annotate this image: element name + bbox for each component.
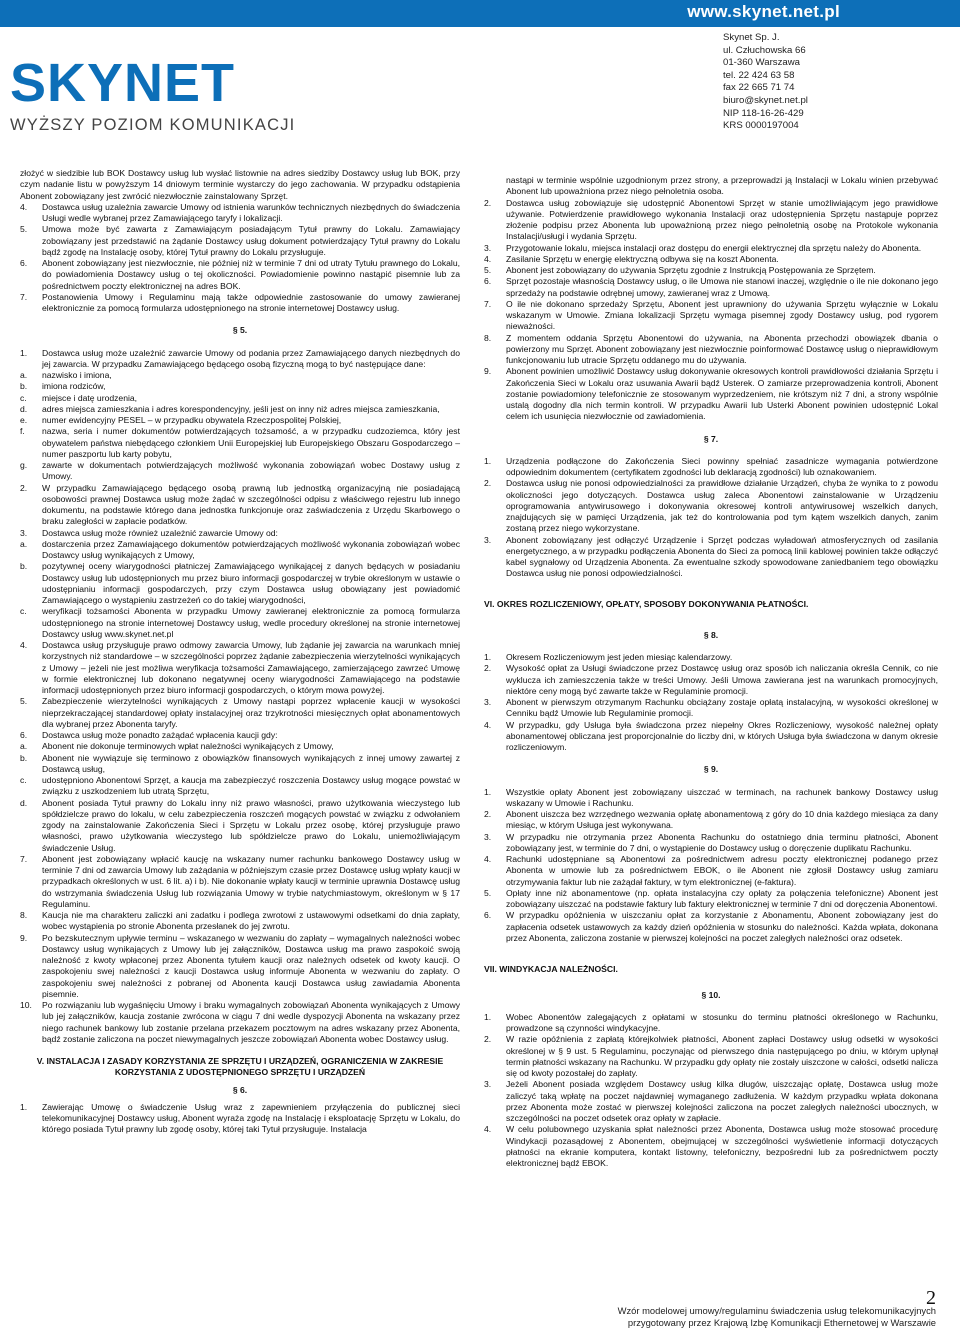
company-line: fax 22 665 71 74 [723,82,795,94]
item-number: 3. [484,242,492,253]
item-number: 4. [20,201,28,212]
section-5-item-3 [20,528,460,539]
item-number: 1. [20,347,28,358]
item-text: Dostawca usług uzależnia zawarcie Umowy od istnienia warunków technicznych niezbędnych do świadczenia Usługi wedle wybranej przez Zamawiającego taryfy i lokalizacji. [42,201,460,223]
item-text: miejsce i datę urodzenia, [42,392,138,403]
item-text: Po rozwiązaniu lub wygaśnięciu Umowy i braku wymagalnych zobowiązań Abonenta wynikających z Umowy lub jej załączników, kaucja zostanie zwrócona w ciągu 7 dni wedle dyspozycji Abonenta na wskazany przez niego rachunek bankowy lub zostanie przelana przekazem pocztowym na adres wskazany przez Abonenta, bądź zostanie zaliczona na poczet niewymagalnych jeszcze zobowiązań Abonenta wobec Dostawcy usług. [42,1000,460,1044]
section-7-list [484,456,938,580]
item-number: d. [20,403,28,414]
item-number: c. [20,392,27,403]
item-number: 2. [484,197,492,208]
list-item [484,910,938,944]
item-number: 5. [484,887,492,898]
item-number: f. [20,426,25,437]
list-item [484,198,938,243]
item-text: W przypadku opóźnienia w uiszczaniu opłat za korzystanie z Abonamentu, Abonent zobowiązany jest do zapłacenia odsetek ustawowych za każdy dzień opóźnienia w stosunku do należności. Każda wpłata, dokonana przez Abonenta, zaliczona zostanie w pierwszej kolejności na poczet zaległych należności oraz odsetek. [506,910,938,943]
section-heading: § 5. [232,325,248,336]
item-number: 3. [20,527,28,538]
item-number: 2. [20,482,28,493]
item-text: Urządzenia podłączone do Zakończenia Sieci powinny spełniać zasadnicze wymagania potwierdzone odpowiednim dokumentem (certyfikatem zgodności lub deklaracją zgodności) lub oznakowaniem. [506,455,938,477]
item-text: nazwisko i imiona, [42,370,112,380]
section-title: VII. WINDYKACJA NALEŻNOŚCI. [484,963,618,974]
list-item [20,528,460,539]
list-item [20,381,460,392]
item-number: 5. [20,224,28,235]
item-number: 6. [20,258,28,268]
list-item [20,854,460,910]
item-number: 3. [484,534,492,545]
item-number: 4. [20,640,28,650]
item-text: Abonent nie dokonuje terminowych wpłat należności wynikających z Umowy, [42,741,334,752]
footer [618,1305,936,1328]
section-6-item-1 [20,1102,460,1136]
list-item [484,888,938,911]
item-text: Zasilanie Sprzętu w energię elektryczną odbywa się na koszt Abonenta. [506,253,779,264]
item-text: Wobec Abonentów zalegających z opłatami w stosunku do terminu płatności określonego w Rachunku, prowadzone są czynności windykacyjne. [506,1011,938,1034]
item-number: 2. [484,1034,492,1045]
top-banner [0,0,960,27]
item-text: Abonent jest zobowiązany wpłacić kaucję na wskazany numer rachunku bankowego Dostawcy usług w terminie 7 dni od zawarcia Umowy lub zażądania w późniejszym czasie przez Dostawcę usług wpłaty kaucji w przypadkach określonych w ust. 6 lit. a) i b). Nie dokonanie wpłaty kaucji w terminie uprawnia Dostawcę usług do wstrzymania świadczenia Usług lub rozwiązania Umowy w trybie natychmiastowym, określonym w § 17 Regulaminu. [42,853,460,909]
skynet-logo [10,53,296,135]
item-text: Okresem Rozliczeniowym jest jeden miesiąc kalendarzowy. [506,652,733,663]
item-text: Dostawca usług przysługuje prawo odmowy zawarcia Umowy, lub żądanie jej zawarcia na warunkach mniej korzystnych niż standardowe – w szczególności poprzez żądanie zabezpieczenia wierzytelności wynikających z Umowy – jeżeli nie jest możliwa weryfikacja tożsamości Zamawiającego, zamierzającego zawrzeć Umowę w formie elektronicznej lub dokonano negatywnej oceny wiarygodności Zamawiającego na podstawie informacji udostępnionych przez biuro informacji gospodarczych, o którym mowa powyżej. [42,640,460,695]
item-number: 1. [484,652,492,663]
list-item [20,202,460,225]
item-number: 2. [484,809,492,820]
item-number: 6. [484,276,492,287]
section-5-list [20,640,460,741]
item-text: Abonent jest zobowiązany do używania Sprzętu zgodnie z Instrukcją Postępowania ze Sprzętem. [506,265,876,275]
item-number: 5. [20,696,28,707]
item-text: dostarczenia przez Zamawiającego dokumentów potwierdzających możliwość wykonania zobowiązań wobec Dostawcy usług wynikających z Umowy, [42,538,460,560]
section-5-6-sublist [20,741,460,854]
item-text: W przypadku Zamawiającego będącego osobą prawną lub jednostką organizacyjną nie posiadającą osobowości prawnej Dostawca usług może żądać w szczególności odpisu z właściwego rejestru lub innego dokumentu, na podstawie którego dana jednostka funkcjonuje oraz zaświadczenia z Urzędu Skarbowego o braku zaległości w zapłacie podatków. [42,482,460,527]
section-5-item-1 [20,348,460,371]
item-text: Zabezpieczenie wierzytelności wynikających z Umowy nastąpi poprzez wpłacenie kaucji w wysokości nieprzekraczającej standardowej opłaty instalacyjnej oraz trzykrotności miesięcznych opłat abonamentowych dla wybranej przez Abonenta taryfy. [42,696,460,729]
item-number: 2. [484,663,492,674]
item-number: 8. [20,910,28,920]
list-item [484,832,938,855]
item-text: Dostawca usług nie ponosi odpowiedzialności za prawidłowe działanie Urządzeń, chyba że wynika to z powodu okoliczności jego dotyczących. Dostawca usług zaleca Abonentowi zainstalowanie w Urządzeniu oprogramowania antywirusowego i dokonywania okresowej kontroli antywirusowej wszelkich danych, znajdujących się w pamięci Urządzenia, jak też do kontrolowania pod tym kątem wszelkich danych, zanim zostaną przez niego wykorzystane. [506,478,938,534]
item-text: adres miejsca zamieszkania i adres korespondencyjny, jeśli jest on inny niż adres miejsca zamieszkania, [42,403,440,414]
list-item [20,753,460,776]
left-column [20,168,460,1136]
list-item [20,1000,460,1045]
item-number: c. [20,775,27,785]
item-number: 6. [484,910,492,921]
list-item [484,535,938,580]
item-text: O ile nie dokonano sprzedaży Sprzętu, Abonent jest uprawniony do używania Sprzętu wyłącznie w Lokalu wskazanym w Umowie. Zmiana lokalizacji Sprzętu wymaga pisemnej zgody Dostawcy usług, pod rygorem nieważności. [506,298,938,332]
list-item [484,697,938,720]
section-heading: § 9. [703,764,719,775]
section-heading: § 10. [701,989,721,1000]
item-text: W przypadku nie otrzymania przez Abonenta Rachunku do ostatniego dnia terminu płatności, Abonent zobowiązany jest, w terminie do 7 dni, o wystąpienie do Dostawcy usług o doręczenie duplikatu Rachunku. [506,831,938,853]
item-text: W celu polubownego uzyskania spłat należności przez Abonenta, Dostawca usług może stosować procedurę Windykacji pozasądowej z Abonentem, obejmującej w szczególności wyświetlenie informacji dotyczących płatności na ekranie komputera, kontakt listowny, telefoniczny, bezpośredni lub za pośrednictwem poczty elektronicznej bądź EBOK. [506,1124,938,1169]
item-text: Kaucja nie ma charakteru zaliczki ani zadatku i podlega zwrotowi z ustawowymi odsetkami do dnia zapłaty, wobec wystąpienia po stronie Abonenta przesłanek do jej zwrotu. [42,910,460,932]
item-number: 4. [484,719,492,730]
list-item [484,478,938,534]
item-text: Abonent zobowiązany jest niezwłocznie, nie później niż w terminie 7 dni od utraty Tytułu prawnego do Lokalu, do powiadomienia Dostawcy usług o tej okoliczności. Powiadomienie powinno nastąpić pisemnie lub za pośrednictwem poczty elektronicznej na adres BOK. [42,258,460,291]
list-item [484,854,938,888]
item-text: Abonent w pierwszym otrzymanym Rachunku obciążany zostaje opłatą instalacyjną, w wysokości określonej w Cenniku bądź Umowie lub Regulaminie promocji. [506,697,938,719]
item-text: Jeżeli Abonent posiada względem Dostawcy usług kilka długów, uiszczając opłatę, Dostawca usług może zaliczyć taką wpłatę na poczet najdawniej wymaganego zadłużenia. W każdym przypadku wpłata dokonana przez Abonenta może zostać w pierwszej kolejności zaliczona na poczet zaległych należności ubocznych, w szczególności na poczet odsetek oraz opłaty w zapłacie. [506,1079,938,1124]
list-item [20,483,460,528]
list-item [484,456,938,479]
company-info [723,32,808,133]
list-item [20,933,460,1001]
item-text: Rachunki udostępniane są Abonentowi za pośrednictwem adresu poczty elektronicznej podanego przez Abonenta w umowie lub za pośrednictwem EBOK, o ile Abonent nie zgłosił Dostawcy usług zamiaru otrzymywania faktur lub nie zażądał faktury, w tym elektronicznej (e-faktura). [506,854,938,887]
list-item [484,299,938,333]
list-item [484,663,938,697]
list-item [20,393,460,404]
list-item [484,1034,938,1079]
item-text: Abonent powinien umożliwić Dostawcy usług dokonywanie okresowych kontroli prawidłowości działania Sprzętu i Zakończenia Sieci w Lokalu oraz usuwania Awarii bądź Usterek. O zamiarze przeprowadzenia kontroli, Abonent zostanie powiadomiony telefonicznie ze stosowanym wyprzedzeniem, nie krótszym niż 7 dni, a strony wspólnie ustalą dogodny dla nich termin kontroli. W przypadku Awarii lub Usterki Abonent powinien udostępnić Lokal celem ich usunięcia niezwłocznie od zawiadomienia. [506,366,938,422]
logo-tagline: WYŻSZY POZIOM KOMUNIKACJI [10,116,296,134]
item-text: Wszystkie opłaty Abonent jest zobowiązany uiszczać w terminach, na rachunek bankowy Dostawcy usług wskazany w Umowie i Rachunku. [506,786,938,808]
item-number: a. [20,370,28,380]
list-item [20,798,460,854]
list-item [484,276,938,299]
item-number: 8. [484,332,492,343]
item-text: W razie opóźnienia z zapłatą którejkolwiek płatności, Abonent zapłaci Dostawcy usług odsetki w wysokości określonej w § 9 ust. 5 Regulaminu, poczynając od pierwszego dnia następującego po dniu, w którym upłynął termin płatności wskazany na Rachunku. W przypadku gdy opłaty nie zostały uiszczone w całości, odsetki nalicza się od kwoty pozostałej do zapłaty. [506,1034,938,1079]
list-item [20,640,460,696]
section-heading: § 6. [232,1084,248,1095]
section-10-list [484,1012,938,1170]
item-text: Dostawca usług może uzależnić zawarcie Umowy od podania przez Zamawiającego danych niezbędnych do jej zawarcia. W przypadku Zamawiającego będącego osobą fizyczną mogą to być następujące dane: [42,347,460,369]
item-number: 5. [484,265,492,275]
item-number: e. [20,415,28,425]
company-line: KRS 0000197004 [723,120,799,132]
item-text: Abonent nie wywiązuje się terminowo z obowiązków finansowych wynikających z innej umowy zawartej z Dostawcą usług, [42,752,460,774]
company-line: 01-360 Warszawa [723,57,800,69]
item-number: 9. [484,366,492,377]
item-text: Przygotowanie lokalu, miejsca instalacji oraz dostępu do energii elektrycznej dla sprzętu należy do Abonenta. [506,242,922,253]
paragraph [484,175,938,198]
item-text: weryfikacji tożsamości Abonenta w przypadku Umowy zawieranej elektronicznie za pomocą formularza udostępnionego na stronie internetowej Dostawcy usług, wedle procedury określonej na stronie internetowej Dostawcy usług www.skynet.net.pl [42,606,460,639]
list-item [484,1012,938,1035]
company-line: tel. 22 424 63 58 [723,69,795,81]
list-item [484,1124,938,1169]
item-number: 7. [20,291,28,302]
list-item [20,426,460,460]
section-title: VI. OKRES ROZLICZENIOWY, OPŁATY, SPOSOBY DOKONYWANIA PŁATNOŚCI. [484,599,809,610]
item-text: Abonent uiszcza bez wzrzędnego wezwania opłatę abonamentową z góry do 10 dnia każdego miesiąca za dany miesiąc, w którym Usługa jest wykonywana. [506,809,938,831]
list-item [484,243,938,254]
company-line: Skynet Sp. J. [723,32,780,43]
item-text: udostępniono Abonentowi Sprzęt, a kaucja ma zabezpieczyć roszczenia Dostawcy usług mogące powstać w związku z uszkodzeniem lub utratą Sprzętu, [42,775,460,797]
item-number: 9. [20,932,28,943]
list-item [20,730,460,741]
page-number: 2 [926,1287,936,1309]
item-text: Wysokość opłat za Usługi świadczone przez Dostawcę usług oraz sposób ich naliczania określa Cennik, co nie wyklucza ich zamieszczenia także w treści Umowy. Jeśli Umowa zawierana jest na warunkach promocyjnych, niektóre ceny mogą być zawarte także w Regulaminie promocji. [506,663,938,696]
section-heading: § 7. [703,433,719,444]
item-number: 4. [484,854,492,865]
item-number: b. [20,381,28,392]
list-item [484,720,938,754]
item-number: 6. [20,730,28,740]
list-item [20,292,460,315]
company-line: NIP 118-16-26-429 [723,107,804,119]
list-item [484,254,938,265]
logo-text: SKYNET [10,53,236,113]
paragraph: złożyć w siedzibie lub BOK Dostawcy usług lub wysłać listownie na adres siedziby Dostawcy usług lub BOK, przy czym nadanie listu w powyższym 14 dniowym terminie wystarczy do jego zachowania. W przypadku odstąpienia Abonent zobowiązany jest zwrócić niezwłocznie zainstalowany Sprzęt. [20,168,460,201]
item-number: 1. [20,1101,28,1112]
item-text: pozytywnej oceny wiarygodności płatniczej Zamawiającego wynikającej z danych będących w posiadaniu Dostawcy usług lub udostępnionych mu przez biuro informacji gospodarczej w trybie określonym w ustawie o udostępnianiu informacji gospodarczych, przy czym Dostawca usług obowiązany jest powiadomić Zamawiającego o wystąpieniu zastrzeżeń co do takiej wiarygodności, [42,561,460,605]
item-number: 3. [484,697,492,708]
list-item [20,606,460,640]
list-item [20,910,460,933]
section-5-1-sublist [20,370,460,483]
item-text: nazwa, seria i numer dokumentów potwierdzających tożsamość, a w przypadku cudzoziemca, który jest obywatelem państwa niebędącego członkiem Unii Europejskiej lub Europejskiego Obszaru Gospodarczego – numer paszportu lub karty pobytu, [42,426,460,459]
paragraph-text: nastąpi w terminie wspólnie uzgodnionym przez strony, a przeprowadzi ją Instalacji w Lokalu winien przebywać Abonent lub upoważniona przez niego pełnoletnia osoba. [506,175,938,197]
list-item [20,224,460,258]
list-item [484,652,938,663]
item-text: Sprzęt pozostaje własnością Dostawcy usług, o ile Umowa nie stanowi inaczej, względnie o ile nie dokonano jego sprzedaży na podstawie odrębnej umowy, zawieranej wraz z Umową. [506,276,938,298]
item-text: Umowa może być zawarta z Zamawiającym posiadającym Tytuł prawny do Lokalu. Zamawiający zobowiązany jest przedstawić na żądanie Dostawcy usług dokument potwierdzający Tytuł prawny do Lokalu bądź zgodę na Instalację osoby, której Tytuł prawny do Lokalu przysługuje. [42,224,460,257]
item-text: Opłaty inne niż abonamentowe (np. opłata instalacyjna czy opłaty za połączenia telefoniczne) Abonent jest zobowiązany uiszczać na podstawie faktury lub faktury elektronicznej w terminie 7 dni od doręczenia Abonentowi. [506,887,938,910]
item-number: 3. [484,831,492,842]
list-item [20,415,460,426]
list-item [20,775,460,798]
section-5-tail-list [20,854,460,1045]
item-number: 7. [20,853,28,864]
website-url[interactable]: www.skynet.net.pl [687,2,840,21]
item-number: 4. [484,253,492,264]
list-item [20,258,460,292]
item-number: 10. [20,1000,32,1010]
item-number: b. [20,752,28,763]
section-4-list [20,202,460,315]
footer-line: przygotowany przez Krajową Izbę Komunikacji Ethernetowej w Warszawie [627,1316,936,1328]
item-text: Po bezskutecznym upływie terminu – wskazanego w wezwaniu do zapłaty – wymagalnych należności wobec Dostawcy usług wynikających z Umowy lub jej załączników, Dostawca usług ma prawo zaspokoić swoją należność z kwoty wpłaconej przez Abonenta tytułem kaucji oraz należnych odsetek od kwoty kaucji. O zaspokojeniu swej należności z kaucji Dostawca usług informuje Abonenta w wezwaniu do zapłaty. O zaspokojeniu swej należności z pobranej od Abonenta kaucji Dostawca usług zawiadamia Abonenta pisemnie. [42,932,460,999]
item-text: Abonent posiada Tytuł prawny do Lokalu inny niż prawo własności, prawo użytkowania wieczystego lub spółdzielcze prawo do lokalu, w celu zabezpieczenia roszczeń mogących powstać w związku z odwołaniem zgody na zainstalowanie Zakończenia Sieci i Sprzętu w Lokalu przez osobę, której przysługuje prawo własności, prawo użytkowania wieczystego lub spółdzielcze prawo do Lokalu, uniemożliwiającym świadczenie Usług. [42,797,460,853]
item-number: 1. [484,1011,492,1022]
list-item [20,404,460,415]
item-number: 2. [484,478,492,489]
item-text: Abonent zobowiązany jest odłączyć Urządzenie i Sprzęt podczas wyładowań atmosferycznych od zasilania energetycznego, a w przypadku podłączenia Abonenta do Sieci za pomocą linii kablowej powinien także odłączyć kabel sygnałowy od Urządzenia Abonenta. Za ewentualne szkody spowodowane zaniedbaniem tego obowiązku Dostawca usług nie ponosi odpowiedzialności. [506,534,938,579]
list-item [484,1079,938,1124]
list-item [20,696,460,730]
item-text: numer ewidencyjny PESEL – w przypadku obywatela Rzeczpospolitej Polskiej, [42,415,342,425]
item-number: b. [20,561,28,572]
company-line: biuro@skynet.net.pl [723,94,808,106]
list-item [484,809,938,832]
list-item [484,787,938,810]
section-9-list [484,787,938,945]
section-5-item-2 [20,483,460,528]
section-8-list [484,652,938,753]
list-item [20,539,460,562]
section-5-3-sublist [20,539,460,640]
item-text: imiona rodziców, [42,381,106,392]
item-text: Dostawca usług zobowiązuje się udostępnić Abonentowi Sprzęt w stanie umożliwiającym jego prawidłowe używanie. Potwierdzenie prawidłowego wykonania Instalacji oraz udostępnienia Sprzętu nastąpuje poprzez złożenie podpisu przez Abonenta lub upoważnioną przez niego pełnoletnią osobę na Protokole wykonania Instalacji/usługi i wydania Sprzętu. [506,197,938,242]
list-item [20,370,460,381]
item-number: 4. [484,1124,492,1135]
section-6-list [484,198,938,423]
item-number: g. [20,460,28,470]
list-item [20,1102,460,1136]
item-text: Dostawca usług może ponadto zażądać wpłacenia kaucji gdy: [42,730,278,740]
list-item [20,561,460,606]
item-text: W przypadku, gdy Usługa była świadczona przez niepełny Okres Rozliczeniowy, wysokość należnej opłaty abonamentowej obliczana jest proporcjonalnie do liczby dni, w których Usługa była świadczona w danym okresie rozliczeniowym. [506,719,938,753]
item-number: a. [20,741,28,752]
item-number: c. [20,606,27,617]
list-item [484,333,938,367]
list-item [20,460,460,483]
section-title: V. INSTALACJA I ZASADY KORZYSTANIA ZE SPRZĘTU I URZĄDZEŃ, OGRANICZENIA W ZAKRESIE KORZYSTANIA Z UDOSTĘPNIONEGO SPRZĘTU I URZĄDZEŃ [36,1056,444,1078]
item-number: a. [20,538,28,549]
item-number: 7. [484,298,492,309]
company-line: ul. Człuchowska 66 [723,44,806,56]
item-number: d. [20,797,28,808]
item-text: Z momentem oddania Sprzętu Abonentowi do używania, na Abonenta przechodzi obowiązek dbania o powierzony mu Sprzęt. Abonent zobowiązany jest niezwłocznie poinformować Dostawcę usług o nieprawidłowym funkcjonowaniu lub utracie Sprzętu oddanego mu do używania. [506,332,938,365]
item-number: 1. [484,786,492,797]
item-text: zawarte w dokumentach potwierdzających możliwość wykonania zobowiązań wobec Dostawy usług z Umowy. [42,460,460,482]
item-text: Dostawca usług może również uzależnić zawarcie Umowy od: [42,527,278,538]
footer-line: Wzór modelowej umowy/regulaminu świadczenia usług telekomunikacyjnych [617,1305,936,1316]
section-heading: § 8. [703,629,719,640]
list-item [484,366,938,422]
item-number: 3. [484,1079,492,1090]
right-column [484,175,938,1169]
list-item [20,348,460,371]
item-text: Zawierając Umowę o świadczenie Usług wraz z zapewnieniem przyłączenia do publicznej sieci telekomunikacyjnej Dostawcy usług, Abonent wyraża zgodę na Instalację i eksploatację Sprzętu w Lokalu, do którego posiada Tytuł prawny lub zgodę osoby, której taki Tytuł przysługuje. Instalacja [42,1101,460,1135]
list-item [484,265,938,276]
item-text: Postanowienia Umowy i Regulaminu mają także odpowiednie zastosowanie do umowy zawieranej elektronicznie za pomocą formularza udostępnionego na stronie internetowej Dostawcy usług. [42,291,460,313]
item-number: 1. [484,455,492,466]
list-item [20,741,460,752]
